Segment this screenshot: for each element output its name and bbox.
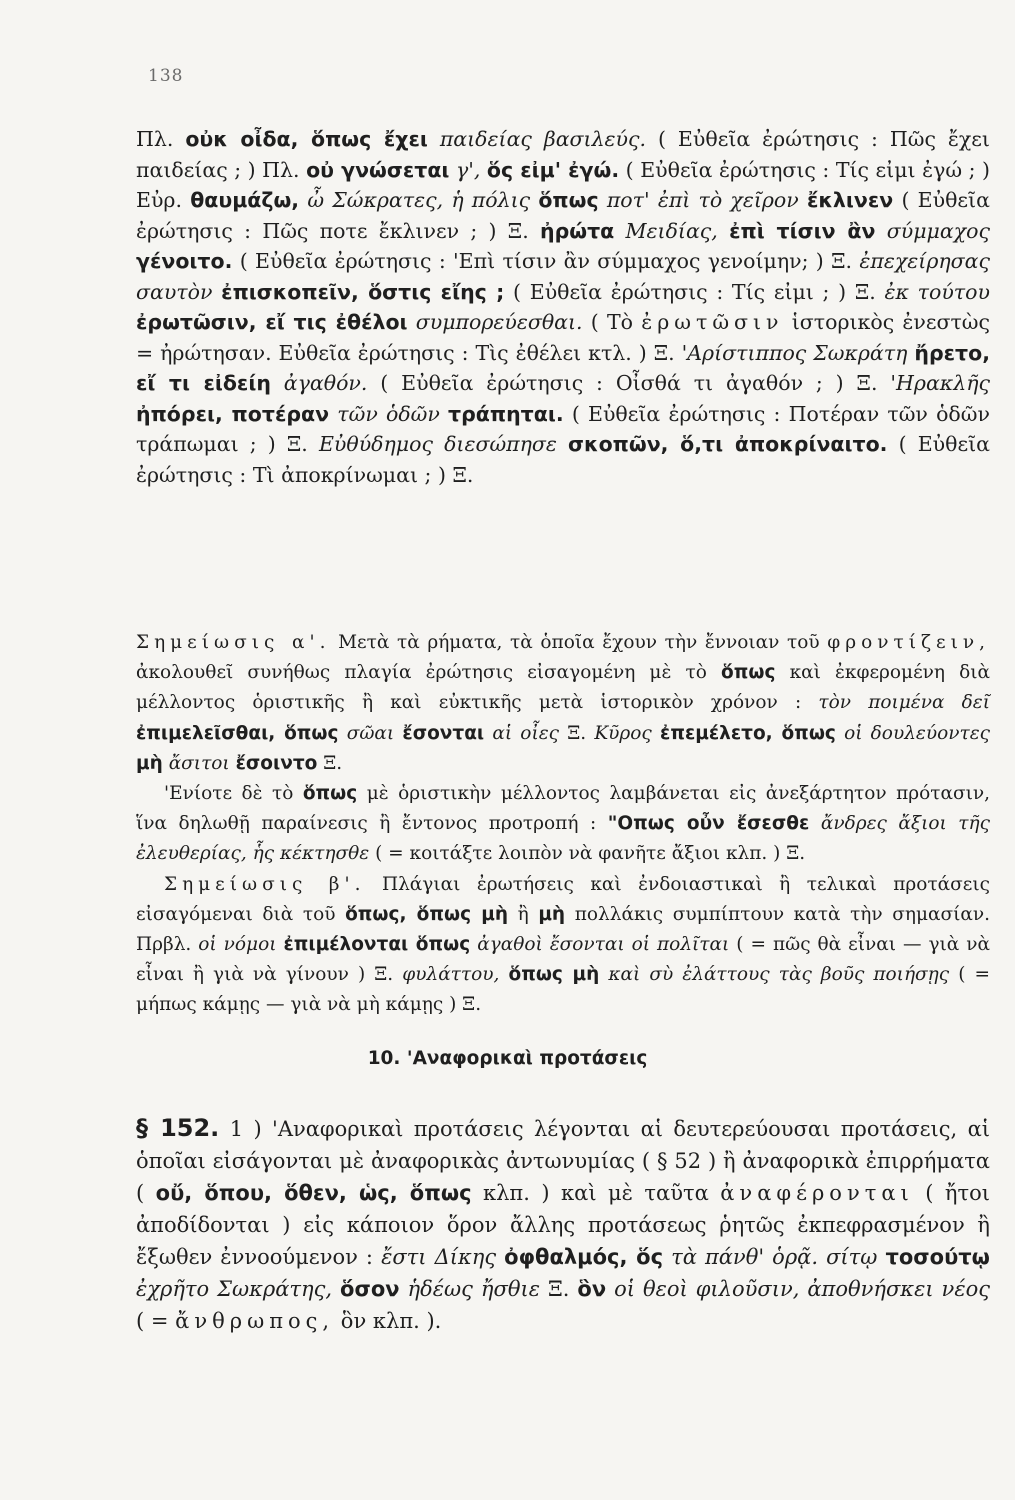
bold-span: ἠπόρει, ποτέραν [136,401,330,426]
text-span: Ξ. [567,722,587,744]
text-span: μὲ ὁριστικὴν μέλλοντος λαμβάνεται εἰς ἀνεξάρτητον πρότασιν, ἵνα δηλωθῇ παραίνεσις ἢ ἔντονος προτροπή : [136,783,990,835]
italic-span: ἔστι Δίκης [381,1245,497,1269]
bold-span: τράπηται. [448,401,564,426]
italic-span: ἐχρῆτο Σωκράτης, [136,1277,333,1301]
spaced-span: φροντίζειν, [827,632,990,653]
bold-span: οὐ γνώσεται [306,157,450,182]
italic-span: ἀγαθοὶ ἔσονται οἱ πολῖται [477,934,730,956]
spaced-span: Σημείωσις α'. [136,632,331,653]
note-paragraph [136,779,990,870]
text-span: Πλ. [136,127,174,151]
bold-span: ὅπως μὴ [508,964,600,986]
italic-span: συμπορεύεσθαι. [415,310,583,334]
italic-span: σύμμαχος [886,218,990,243]
italic-span: ἀγαθόν. [283,371,368,395]
text-span: ὃν κλπ. ). [340,1309,442,1333]
main-text [136,124,990,490]
bold-span: ἐρωτῶσιν, εἴ τις ἐθέλοι [136,310,408,334]
italic-span: οἱ νόμοι [198,934,277,956]
page-number: 138 [148,66,184,86]
italic-span: Μειδίας, [625,218,718,243]
bold-span: ὃν [577,1277,607,1301]
italic-span: σίτῳ [826,1245,878,1269]
notes-text [136,628,990,1021]
bold-span: ἔκλινεν [806,188,894,212]
italic-span: καὶ σὺ ἐλάττους τὰς βοῦς ποιήσῃς [608,964,950,986]
bold-span: ἐπιμέλονται ὅπως [283,934,471,956]
note-paragraph [136,628,990,779]
bold-span: ἤρετο, εἴ τι εἰδείη [136,340,990,395]
italic-span: παιδείας βασιλεύς. [439,127,647,151]
bold-span: ἠρώτα [540,218,615,243]
bold-span: τοσούτῳ [885,1245,990,1269]
text-span: Μετὰ τὰ ρήματα, τὰ ὁποῖα ἔχουν τὴν ἔννοιαν τοῦ [338,632,820,653]
bold-span: ἐπεμέλετο, ὅπως [660,722,836,744]
bold-span: ὅπως, ὅπως μὴ [345,903,508,925]
bold-span: ὅσον [340,1277,400,1301]
text-span: ( = μήπως κάμῃς — γιὰ νὰ μὴ κάμῃς ) Ξ. [136,964,990,1016]
text-span: Ξ. [547,1277,570,1301]
italic-span: ἐκ τούτου [884,279,990,304]
spaced-span: Σημείωσις β'. [164,873,366,895]
spaced-span: ἐρωτῶσιν [641,310,784,334]
bold-span: οὔ, ὅπου, ὅθεν, ὡς, ὅπως [155,1181,472,1205]
text-span: ( Εὐθεῖα ἐρώτησις : Οἶσθά τι ἀγαθόν ; ) Ξ. [380,371,878,395]
text-span: ἀκολουθεῖ συνήθως πλαγία ἐρώτησις εἰσαγομένη μὲ τὸ [136,662,707,684]
text-span: ( Εὐθεῖα ἐρώτησις : Πῶς ποτε ἔκλινεν ; ) Ξ. [136,188,990,243]
bold-span: σκοπῶν, ὅ,τι ἀποκρίναιτο. [568,432,888,456]
text-span: ( = [136,1309,169,1333]
bold-span: ἔσοιντο [235,752,318,774]
text-span: 1 ) 'Αναφορικαὶ προτάσεις λέγονται αἱ δευτερεύουσαι προτάσεις, αἱ ὁποῖαι εἰσάγονται μὲ ἀναφορικὰς ἀντωνυμίας ( § 52 ) ἢ ἀναφορικὰ ἐπιρρήματα ( [136,1117,990,1205]
bold-span: γένοιτο. [136,249,233,273]
text-span: πολλάκις συμπίπτουν κατὰ τὴν σημασίαν. Πρβλ. [136,903,990,956]
bold-span: ἐπιμελεῖσθαι, ὅπως [136,722,339,744]
main-paragraph [136,124,990,490]
italic-span: Εὐθύδημος διεσώπησε [318,432,557,456]
italic-span: ἄσιτοι [168,752,230,774]
text-span: ( Εὐθεῖα ἐρώτησις : 'Επὶ τίσιν ἂν σύμμαχος γενοίμην; ) Ξ. [239,249,853,273]
bold-span: μὴ [538,903,566,925]
text-span: Ξ. [323,752,343,774]
text-span: καὶ ἐκφερομένη διὰ μέλλοντος ὁριστικῆς ἢ καὶ εὐκτικῆς μετὰ ἱστορικὸν χρόνον : [136,662,990,714]
bold-span: οὐκ οἶδα, ὅπως ἔχει [185,127,428,151]
bold-span: ὅπως [721,662,776,684]
note-paragraph [136,870,990,1021]
italic-span: φυλάττου, [402,964,500,986]
italic-span: Κῦρος [594,722,652,744]
paragraph-number: § 152. [136,1114,220,1142]
bold-span: ἐπὶ τίσιν ἂν [729,218,876,243]
italic-span: 'Αρίστιππος Σωκράτη [681,340,908,365]
italic-span: οἱ θεοὶ φιλοῦσιν, ἀποθνήσκει νέος [614,1277,990,1301]
italic-span: αἱ οἶες [492,722,559,744]
bold-span: θαυμάζω, [190,188,300,212]
italic-span: ἐπεχείρησας σαυτὸν [136,249,990,304]
text-span: ( ἤτοι ἀποδίδονται ) εἰς κάποιον ὅρον ἄλλης προτάσεως ῥητῶς ἐκπεφρασμένον ἢ ἔξωθεν ἐννοούμενον : [136,1181,990,1269]
text-span: ( Εὐθεῖα ἐρώτησις : Τὶ ἀποκρίνωμαι ; ) Ξ. [136,432,990,487]
text-span: 'Ενίοτε δὲ τὸ [164,783,294,805]
text-span: Πλάγιαι ἐρωτήσεις καὶ ἐνδοιαστικαὶ ἢ τελικαὶ προτάσεις εἰσαγόμεναι διὰ τοῦ [136,873,990,925]
text-span: ( Τὸ [590,310,633,334]
italic-span: ἄνδρες ἄξιοι τῆς ἐλευθερίας, ἧς κέκτησθε [136,813,990,865]
section-paragraph [136,1112,990,1337]
text-span: ( = κοιτάξτε λοιπὸν νὰ φανῆτε ἄξιοι κλπ. ) Ξ. [375,843,806,865]
bold-span: ὅπως [302,783,358,805]
spaced-span: ἀναφέρονται [720,1181,914,1205]
text-span: ( Εὐθεῖα ἐρώτησις : Τίς εἰμι ; ) Ξ. [513,279,876,304]
bold-span: ἐπισκοπεῖν, ὅστις εἴης ; [221,279,505,304]
italic-span: τῶν ὁδῶν [337,401,440,426]
section-text [136,1112,990,1337]
italic-span: ὦ Σώκρατες, ἡ πόλις [307,188,531,212]
italic-span: 'Ηρακλῆς [890,371,990,395]
bold-span: "Οπως οὖν ἔσεσθε [607,813,810,835]
italic-span: τὰ πάνθ' ὁρᾷ. [671,1245,819,1269]
spaced-span: ἄνθρωπος, [175,1309,335,1333]
text-span: ( Εὐθεῖα ἐρώτησις : Πῶς ἔχει παιδείας ; ) Πλ. [136,127,990,182]
bold-span: ὀφθαλμός, ὅς [504,1245,664,1269]
italic-span: ἡδέως ἤσθιε [407,1277,540,1301]
bold-span: ὅς εἰμ' ἐγώ. [486,157,620,182]
text-span: ( Εὐθεῖα ἐρώτησις : Τίς εἰμι ἐγώ ; ) Εὐρ. [136,157,990,212]
italic-span: τὸν ποιμένα δεῖ [818,692,990,714]
text-span: ( = πῶς θὰ εἶναι — γιὰ νὰ εἶναι ἢ γιὰ νὰ γίνουν ) Ξ. [136,934,990,986]
text-span: ἱστορικὸς ἐνεστὼς = ἠρώτησαν. Εὐθεῖα ἐρώτησις : Τὶς ἐθέλει κτλ. ) Ξ. [136,310,990,365]
text-span: κλπ. ) καὶ μὲ ταῦτα [483,1181,709,1205]
section-heading: 10. 'Αναφορικαὶ προτάσεις [367,1048,648,1069]
bold-span: ἔσονται [402,722,485,744]
text-span: ( Εὐθεῖα ἐρώτησις : Ποτέραν τῶν ὁδῶν τράπωμαι ; ) Ξ. [136,401,990,456]
italic-span: γ', [455,157,481,182]
text-span: ἢ [517,903,529,925]
italic-span: ποτ' ἐπὶ τὸ χεῖρον [606,188,799,212]
bold-span: ὅπως [538,188,599,212]
italic-span: οἱ δουλεύοντες [844,722,991,744]
italic-span: σῶαι [346,722,395,744]
bold-span: μὴ [136,752,163,774]
